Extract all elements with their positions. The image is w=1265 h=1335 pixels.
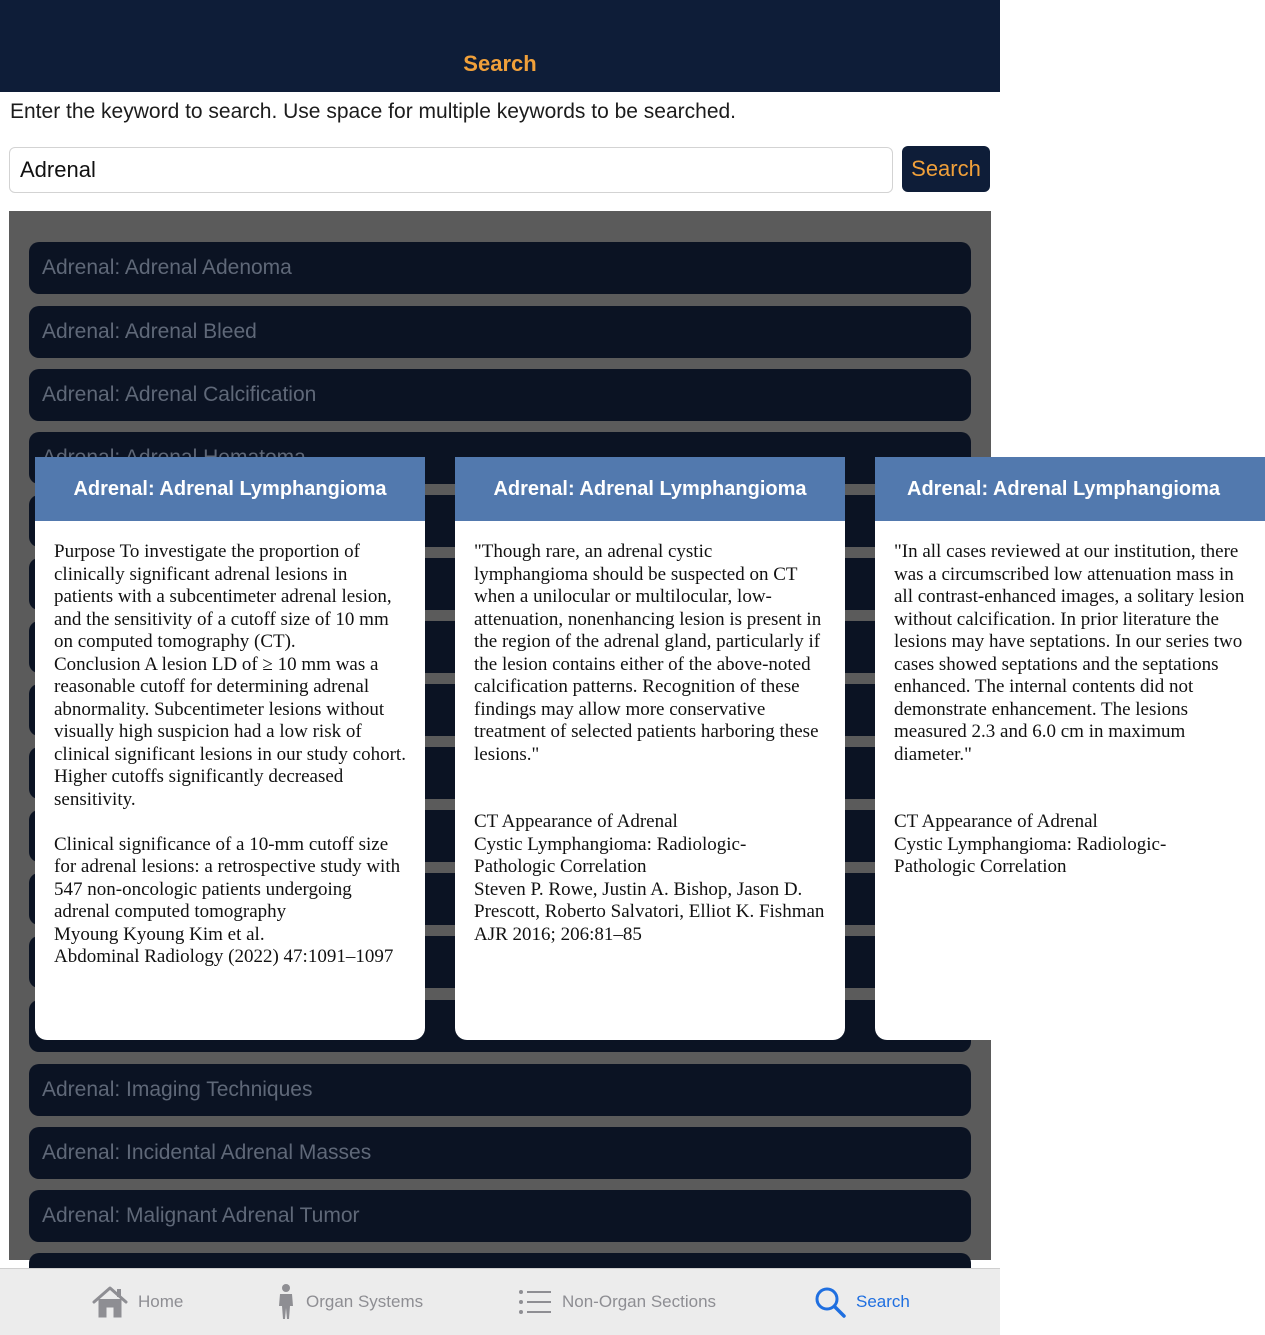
tab-label: Search <box>856 1292 910 1311</box>
tab-non-organ-sections[interactable] <box>518 1269 716 1335</box>
person-icon <box>276 1284 296 1320</box>
reference-card[interactable] <box>35 457 425 1040</box>
page-title: Search <box>463 51 537 76</box>
card-title: Adrenal: Adrenal Lymphangioma <box>455 457 845 521</box>
tab-label: Home <box>138 1292 184 1311</box>
card-title: Adrenal: Adrenal Lymphangioma <box>35 457 425 521</box>
tab-search[interactable] <box>814 1269 910 1335</box>
tab-bar <box>0 1268 1000 1335</box>
search-button[interactable]: Search <box>902 146 990 192</box>
result-item[interactable]: Adrenal: Adrenal Bleed <box>29 306 971 358</box>
reference-cards-carousel[interactable] <box>35 457 1245 1040</box>
reference-card[interactable] <box>875 457 1265 1040</box>
search-instructions: Enter the keyword to search. Use space for multiple keywords to be searched. <box>10 100 737 123</box>
tab-organ-systems[interactable] <box>276 1269 423 1335</box>
tab-label: Non-Organ Sections <box>562 1292 717 1311</box>
result-item[interactable]: Adrenal: Malignant Adrenal Tumor <box>29 1190 971 1242</box>
reference-card[interactable] <box>455 457 845 1040</box>
result-item[interactable]: Adrenal: Incidental Adrenal Masses <box>29 1127 971 1179</box>
home-icon <box>92 1285 128 1319</box>
search-input[interactable] <box>9 147 893 193</box>
result-item[interactable]: Adrenal: Imaging Techniques <box>29 1064 971 1116</box>
card-title: Adrenal: Adrenal Lymphangioma <box>875 457 1265 521</box>
search-icon <box>814 1286 846 1318</box>
card-body: "In all cases reviewed at our institution, there was a circumscribed low attenuation mass in all contrast-enhanced images, a solitary lesion without calcification. In prior literature the lesions may have septations. In our series two cases showed septations and the septations enhanced. The internal contents did not demonstrate enhancement. The lesions measured 2.3 and 6.0 cm in maximum diameter." CT Appearance of Adrenal Cystic Lymphangioma: Radiologic-Pathologic Correlation <box>894 541 1245 877</box>
tab-home[interactable] <box>92 1269 183 1335</box>
navigation-bar <box>0 36 1000 92</box>
result-item[interactable]: Adrenal: Adrenal Calcification <box>29 369 971 421</box>
tab-label: Organ Systems <box>306 1292 424 1311</box>
status-bar <box>0 0 1000 36</box>
result-item[interactable]: Adrenal: Adrenal Adenoma <box>29 242 971 294</box>
card-body: "Though rare, an adrenal cystic lymphangioma should be suspected on CT when a unilocular or multilocular, low-attenuation, nonenhancing lesion is present in the region of the adrenal gland, particularly if the lesion contains either of the above-noted calcification patterns. Recognition of these findings may allow more conservative treatment of selected patients harboring these lesions." CT Appearance of Adrenal Cystic Lymphangioma: Radiologic-Pathologic Correlation Steven P. Rowe, Justin A. Bishop, Jason D. Prescott, Roberto Salvatori, Elliot K. Fishman AJR 2016; 206:81–85 <box>474 541 825 945</box>
list-icon <box>518 1289 552 1315</box>
card-body: Purpose To investigate the proportion of clinically significant adrenal lesions in patients with a subcentimeter adrenal lesion, and the sensitivity of a cutoff size of 10 mm on computed tomography (CT). Conclusion A lesion LD of ≥ 10 mm was a reasonable cutoff for determining adrenal abnormality. Subcentimeter lesions without visually high suspicion had a low risk of clinical significant lesions in our study cohort. Higher cutoffs significantly decreased sensitivity. Clinical significance of a 10-mm cutoff size for adrenal lesions: a retrospective study with 547 non-oncologic patients undergoing adrenal computed tomography Myoung Kyoung Kim et al. Abdominal Radiology (2022) 47:1091–1097 <box>54 541 406 967</box>
